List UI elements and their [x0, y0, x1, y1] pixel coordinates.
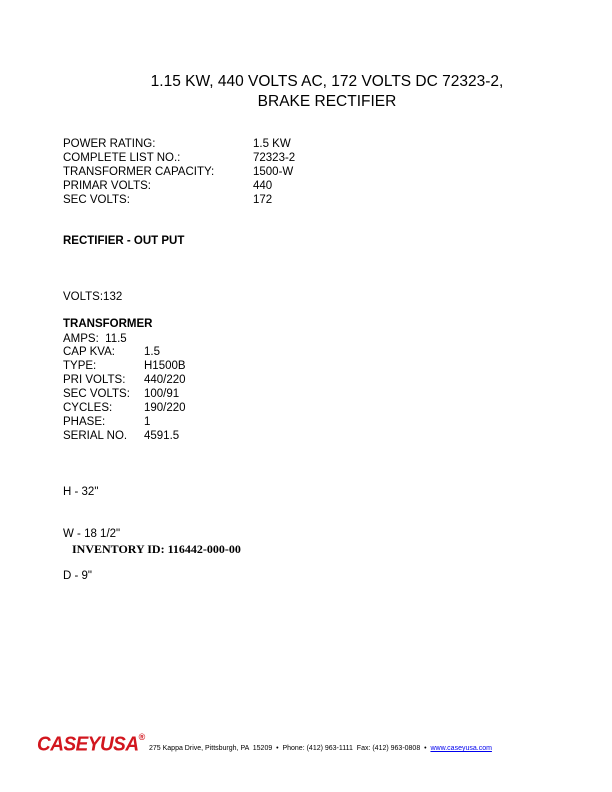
spec-row [63, 193, 295, 207]
transformer-heading: TRANSFORMER [63, 318, 153, 330]
transformer-label: CAP KVA: [63, 346, 115, 358]
title-line-2: BRAKE RECTIFIER [257, 93, 397, 110]
transformer-label: TYPE: [63, 360, 97, 372]
transformer-row [63, 401, 186, 415]
transformer-row [63, 387, 186, 401]
transformer-value: 100/91 [144, 388, 180, 400]
transformer-value: H1500B [144, 360, 186, 372]
caseyusa-logo [37, 733, 145, 756]
transformer-list [63, 345, 186, 443]
transformer-row [63, 429, 186, 443]
spec-value: 1.5 KW [253, 138, 291, 150]
transformer-row [63, 359, 186, 373]
transformer-value: 4591.5 [144, 430, 180, 442]
website-link[interactable]: www.caseyusa.com [430, 745, 492, 752]
spec-row [63, 165, 295, 179]
spec-value: 172 [253, 194, 273, 206]
transformer-row [63, 373, 186, 387]
spec-label: POWER RATING: [63, 138, 156, 150]
transformer-row [63, 345, 186, 359]
transformer-label: PRI VOLTS: [63, 374, 126, 386]
spec-row [63, 151, 295, 165]
dimensions [63, 457, 120, 597]
rectifier-amps: AMPS: 11.5 [63, 333, 127, 345]
transformer-label: SERIAL NO. [63, 430, 128, 442]
transformer-value: 440/220 [144, 374, 186, 386]
transformer-label: SEC VOLTS: [63, 388, 130, 400]
registered-mark: ® [138, 731, 145, 742]
spec-label: SEC VOLTS: [63, 194, 130, 206]
transformer-row [63, 415, 186, 429]
spec-label: PRIMAR VOLTS: [63, 180, 151, 192]
transformer-value: 190/220 [144, 402, 186, 414]
transformer-label: CYCLES: [63, 402, 113, 414]
rectifier-volts: VOLTS:132 [63, 291, 123, 303]
transformer-value: 1 [144, 416, 151, 428]
spec-row [63, 179, 295, 193]
footer-address [149, 745, 492, 752]
spec-label: COMPLETE LIST NO.: [63, 152, 181, 164]
document-title [0, 72, 612, 112]
transformer-value: 1.5 [144, 346, 160, 358]
spec-value: 1500-W [253, 166, 294, 178]
dimension-depth: D - 9" [63, 570, 93, 582]
transformer-label: PHASE: [63, 416, 106, 428]
address-text: 275 Kappa Drive, Pittsburgh, PA 15209 • Phone: (412) 963-1111 Fax: (412) 963-0808 • [149, 745, 431, 752]
dimension-height: H - 32" [63, 486, 99, 498]
inventory-id: INVENTORY ID: 116442-000-00 [72, 542, 241, 556]
title-line-1: 1.15 KW, 440 VOLTS AC, 172 VOLTS DC 72323-2, [150, 73, 504, 90]
dimension-width: W - 18 1/2" [63, 528, 121, 540]
footer [37, 731, 567, 758]
spec-row [63, 137, 295, 151]
spec-list [63, 137, 295, 207]
spec-value: 72323-2 [253, 152, 296, 164]
rectifier-heading: RECTIFIER - OUT PUT [63, 235, 185, 247]
logo-text: CASEYUSA [37, 733, 139, 756]
spec-value: 440 [253, 180, 273, 192]
spec-label: TRANSFORMER CAPACITY: [63, 166, 215, 178]
